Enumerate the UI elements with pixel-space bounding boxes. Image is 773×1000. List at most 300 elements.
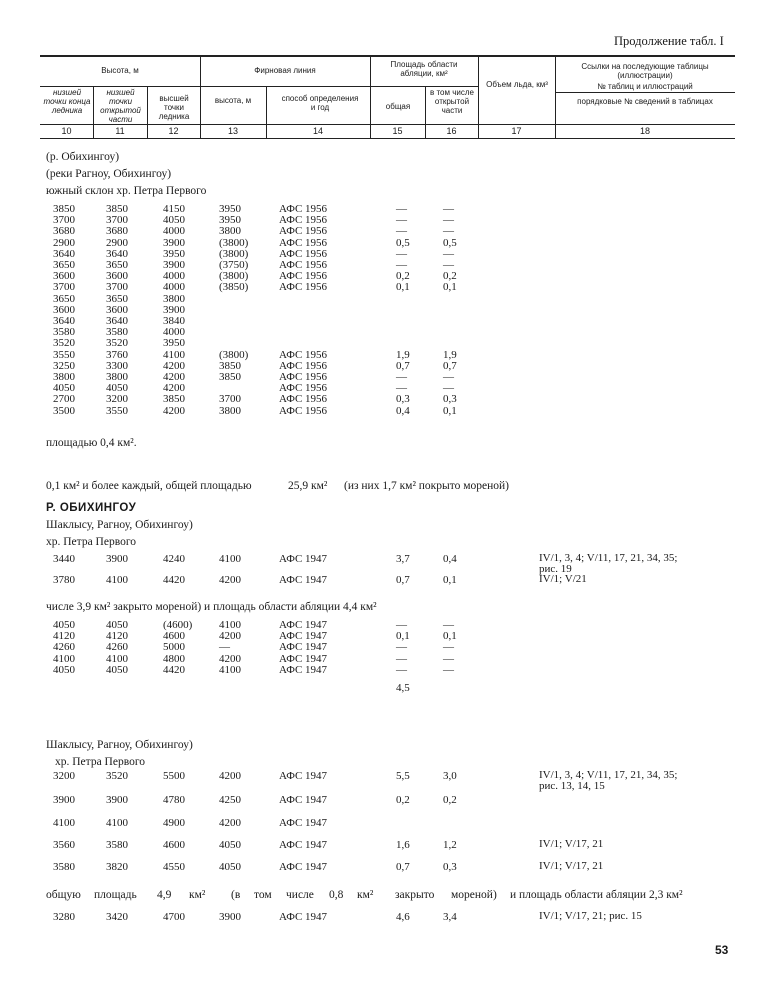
cell-lowest-end: 4260: [53, 641, 75, 654]
cell-ablation-total: 0,2: [396, 794, 410, 806]
cell-ablation-total: —: [396, 203, 407, 215]
cell-ablation-open: —: [443, 371, 454, 383]
cell-lowest-end: 3650: [53, 292, 75, 305]
table-row: [0, 552, 773, 575]
cell-firn-method: АФС 1947: [279, 839, 328, 851]
cell-highest: 3900: [163, 259, 185, 271]
cell-firn-method: АФС 1947: [279, 663, 328, 676]
cell-lowest-open: 3520: [106, 337, 128, 350]
cell-references: IV/1, 3, 4; V/11, 17, 21, 34, 35;: [539, 769, 678, 781]
cell-lowest-open: 3520: [106, 770, 128, 782]
cell-highest: 4100: [163, 348, 185, 361]
table-row: [0, 360, 773, 372]
cell-ablation-open: —: [443, 259, 454, 271]
cell-firn-method: АФС 1956: [279, 236, 328, 249]
summary-3-word: и площадь области абляции 2,3 км²: [510, 889, 683, 901]
cell-lowest-open: 3200: [106, 393, 128, 406]
cell-firn-height: (3800): [219, 348, 249, 361]
cell-lowest-end: 4100: [53, 817, 75, 829]
cell-lowest-end: 3650: [53, 259, 75, 271]
page-number: 53: [715, 943, 729, 957]
table-row: [0, 769, 773, 792]
cell-firn-method: АФС 1947: [279, 619, 328, 631]
cell-lowest-open: 3900: [106, 553, 128, 565]
cell-lowest-open: 3900: [106, 794, 128, 806]
summary-3-word: числе: [286, 889, 314, 901]
cell-lowest-end: 3280: [53, 911, 75, 923]
cell-lowest-open: 4120: [106, 630, 128, 643]
cell-ablation-total: 1,6: [396, 839, 410, 851]
cell-ablation-total: —: [396, 371, 407, 383]
summary-3-word: км²: [357, 889, 374, 901]
table-row: [0, 619, 773, 631]
hdr-firn-method: способ определения и год: [281, 94, 359, 112]
table-row: [0, 664, 773, 676]
cell-lowest-end: 3600: [53, 303, 75, 316]
cell-highest: 3840: [163, 315, 185, 327]
cell-highest: 4200: [163, 371, 185, 383]
cell-lowest-open: 4100: [106, 817, 128, 829]
summary-3-word: 0,8: [329, 889, 344, 901]
cell-ablation-open: —: [443, 663, 454, 676]
cell-lowest-end: 4120: [53, 630, 75, 643]
cell-ablation-total: —: [396, 247, 407, 260]
cell-lowest-open: 3640: [106, 247, 128, 260]
table-row: [0, 248, 773, 260]
cell-ablation-total: —: [396, 214, 407, 227]
cell-firn-height: 4100: [219, 619, 241, 631]
cell-ablation-total: —: [396, 259, 407, 271]
cell-lowest-open: 3580: [106, 839, 128, 851]
cell-lowest-end: 3680: [53, 225, 75, 238]
cell-lowest-end: 3780: [53, 574, 75, 586]
hdr-ablation-total: общая: [385, 102, 411, 111]
cell-lowest-end: 3500: [53, 404, 75, 417]
cell-ablation-open: 1,2: [443, 839, 457, 851]
cell-firn-method: АФС 1956: [279, 281, 328, 294]
note-slope: южный склон хр. Петра Первого: [46, 185, 207, 197]
cell-firn-height: 4200: [219, 652, 241, 665]
cell-highest: 4200: [163, 404, 185, 417]
cell-lowest-end: 3250: [53, 359, 75, 372]
cell-firn-height: 4050: [219, 861, 241, 873]
cell-lowest-end: 3200: [53, 770, 75, 782]
cell-firn-method: АФС 1947: [279, 630, 328, 643]
cell-highest: (4600): [163, 619, 193, 631]
table-row: [0, 371, 773, 383]
header-vline: [370, 55, 371, 138]
cell-ablation-total: 4,6: [396, 911, 410, 923]
cell-ablation-open: —: [443, 619, 454, 631]
cell-lowest-end: 3700: [53, 214, 75, 227]
cell-highest: 4550: [163, 861, 185, 873]
summary-3-word: площадь: [94, 889, 137, 901]
table-row: [0, 203, 773, 215]
cell-references: IV/1; V/17, 21; рис. 15: [539, 910, 642, 922]
hdr-ablation-group: Площадь области абляции, км²: [390, 60, 458, 78]
cell-lowest-open: 3600: [106, 270, 128, 283]
cell-firn-height: 4200: [219, 770, 241, 782]
cell-firn-method: АФС 1947: [279, 911, 328, 923]
cell-ablation-open: 0,1: [443, 630, 457, 643]
cell-lowest-end: 3520: [53, 337, 75, 350]
cell-firn-height: (3800): [219, 270, 249, 283]
hdr-ablation-open: в том числе открытой части: [430, 88, 474, 115]
cell-lowest-open: 4050: [106, 663, 128, 676]
note-summary-2: числе 3,9 км² закрыто мореной) и площадь области абляции 4,4 км²: [46, 601, 377, 613]
cell-highest: 3900: [163, 303, 185, 316]
cell-lowest-open: 3640: [106, 315, 128, 327]
cell-lowest-end: 4050: [53, 382, 75, 395]
summary-3-word: закрыто: [395, 889, 435, 901]
header-top-rule: [40, 55, 735, 57]
cell-firn-method: АФС 1947: [279, 770, 328, 782]
cell-highest: 3900: [163, 236, 185, 249]
cell-ablation-total: —: [396, 619, 407, 631]
cell-lowest-end: 4050: [53, 663, 75, 676]
cell-ablation-total: 0,4: [396, 404, 410, 417]
cell-lowest-open: 3420: [106, 911, 128, 923]
cell-lowest-end: 3640: [53, 315, 75, 327]
table-row: [0, 293, 773, 305]
cell-firn-method: АФС 1947: [279, 641, 328, 654]
cell-ablation-open: —: [443, 225, 454, 238]
table-row: [0, 337, 773, 349]
table-row: [0, 794, 773, 806]
cell-ablation-total: 1,9: [396, 348, 410, 361]
hdr-height-group: Высота, м: [101, 66, 139, 75]
block3-total: 4,5: [396, 682, 410, 694]
cell-lowest-open: 2900: [106, 236, 128, 249]
cell-ablation-open: —: [443, 203, 454, 215]
cell-firn-method: АФС 1956: [279, 214, 328, 227]
cell-lowest-end: 4100: [53, 652, 75, 665]
cell-ablation-open: 3,4: [443, 911, 457, 923]
cell-firn-method: АФС 1947: [279, 574, 328, 586]
hdr-highest: высшей точки ледника: [158, 94, 190, 121]
cell-lowest-open: 3680: [106, 225, 128, 238]
cell-firn-height: 3800: [219, 225, 241, 238]
table-row: [0, 405, 773, 417]
col-number: 18: [639, 126, 650, 136]
continuation-label: Продолжение табл. I: [614, 34, 724, 48]
hdr-firn-group: Фирновая линия: [254, 66, 316, 75]
header-bottom-rule: [40, 138, 735, 139]
cell-ablation-total: 0,1: [396, 281, 410, 294]
cell-highest: 5000: [163, 641, 185, 654]
hdr-refs-sub2: порядковые № сведений в таблицах: [577, 97, 713, 106]
cell-highest: 3950: [163, 247, 185, 260]
cell-ablation-total: —: [396, 663, 407, 676]
cell-firn-height: (3800): [219, 247, 249, 260]
cell-lowest-open: 4050: [106, 382, 128, 395]
note-basin: Шаклысу, Рагноу, Обихингоу): [46, 519, 193, 531]
cell-lowest-open: 3550: [106, 404, 128, 417]
note-summary-1c: (из них 1,7 км² покрыто мореной): [344, 480, 510, 492]
cell-lowest-open: 3820: [106, 861, 128, 873]
table-row: [0, 214, 773, 226]
summary-3-word: км²: [189, 889, 206, 901]
cell-firn-height: 4100: [219, 663, 241, 676]
cell-firn-height: 3850: [219, 371, 241, 383]
cell-ablation-open: 0,1: [443, 404, 457, 417]
cell-firn-height: 4100: [219, 553, 241, 565]
header-rule-ablation: [370, 86, 478, 87]
cell-lowest-open: 3650: [106, 292, 128, 305]
cell-firn-height: 3900: [219, 911, 241, 923]
cell-firn-method: АФС 1956: [279, 348, 328, 361]
table-row: [0, 225, 773, 237]
cell-firn-method: АФС 1956: [279, 270, 328, 283]
table-row: [0, 393, 773, 405]
table-row: [0, 839, 773, 851]
table-row: [0, 382, 773, 394]
cell-ablation-total: 0,3: [396, 393, 410, 406]
cell-references: IV/1; V/17, 21: [539, 838, 604, 850]
table-row: [0, 270, 773, 282]
cell-highest: 3850: [163, 393, 185, 406]
cell-ablation-total: 0,7: [396, 574, 410, 586]
cell-firn-method: АФС 1956: [279, 203, 328, 215]
cell-highest: 4240: [163, 553, 185, 565]
cell-ablation-open: —: [443, 382, 454, 395]
hdr-volume: Объем льда, км³: [486, 80, 548, 89]
table-row: [0, 237, 773, 249]
cell-firn-height: 3950: [219, 203, 241, 215]
cell-lowest-end: 3600: [53, 270, 75, 283]
cell-lowest-open: 3650: [106, 259, 128, 271]
cell-highest: 4780: [163, 794, 185, 806]
cell-highest: 4600: [163, 839, 185, 851]
col-number: 13: [227, 126, 238, 136]
col-number: 17: [511, 126, 522, 136]
cell-firn-height: 4250: [219, 794, 241, 806]
header-rule-height: [40, 86, 200, 87]
summary-3-word: общую: [46, 889, 81, 901]
cell-lowest-open: 3800: [106, 371, 128, 383]
cell-lowest-end: 3850: [53, 203, 75, 215]
cell-firn-method: АФС 1956: [279, 393, 328, 406]
hdr-lowest-open: низшей точки открытой части: [100, 88, 141, 124]
hdr-lowest-end: низшей точки конца ледника: [43, 88, 91, 115]
cell-ablation-open: 0,1: [443, 574, 457, 586]
cell-lowest-end: 2900: [53, 236, 75, 249]
cell-firn-method: АФС 1956: [279, 225, 328, 238]
cell-firn-height: 3950: [219, 214, 241, 227]
cell-lowest-open: 3760: [106, 348, 128, 361]
cell-firn-height: 3800: [219, 404, 241, 417]
note-summary-1b: 25,9 км²: [288, 480, 328, 492]
cell-ablation-open: —: [443, 641, 454, 654]
col-number: 11: [115, 126, 125, 136]
header-mid-rule: [40, 124, 735, 125]
cell-lowest-end: 3900: [53, 794, 75, 806]
cell-ablation-open: 0,3: [443, 393, 457, 406]
cell-lowest-open: 4100: [106, 652, 128, 665]
cell-references-cont: рис. 19: [539, 563, 572, 575]
table-row: [0, 259, 773, 271]
cell-ablation-open: 0,5: [443, 236, 457, 249]
cell-highest: 4200: [163, 382, 185, 395]
cell-highest: 3800: [163, 292, 185, 305]
cell-lowest-open: 3300: [106, 359, 128, 372]
cell-highest: 4050: [163, 214, 185, 227]
table-row: [0, 304, 773, 316]
cell-firn-height: 3700: [219, 393, 241, 406]
cell-highest: 4420: [163, 574, 185, 586]
cell-lowest-open: 4050: [106, 619, 128, 631]
cell-ablation-open: 0,3: [443, 861, 457, 873]
cell-firn-method: АФС 1947: [279, 817, 328, 829]
table-row: [0, 817, 773, 829]
cell-highest: 4000: [163, 326, 185, 339]
cell-firn-method: АФС 1956: [279, 247, 328, 260]
cell-firn-method: АФС 1947: [279, 794, 328, 806]
hdr-refs-group: Ссылки на последующие таблицы (иллюстрации): [581, 62, 709, 80]
cell-firn-height: 4050: [219, 839, 241, 851]
table-row: [0, 315, 773, 327]
cell-highest: 4000: [163, 281, 185, 294]
cell-ablation-total: —: [396, 641, 407, 654]
cell-ablation-open: 0,1: [443, 281, 457, 294]
cell-firn-height: —: [219, 641, 230, 654]
cell-ablation-total: 0,1: [396, 630, 410, 643]
cell-highest: 4600: [163, 630, 185, 643]
cell-ablation-open: —: [443, 247, 454, 260]
cell-firn-method: АФС 1956: [279, 371, 328, 383]
cell-firn-method: АФС 1956: [279, 259, 328, 271]
cell-lowest-end: 3580: [53, 326, 75, 339]
table-row: [0, 326, 773, 338]
col-number: 16: [446, 126, 457, 136]
cell-lowest-open: 3600: [106, 303, 128, 316]
cell-lowest-end: 3550: [53, 348, 75, 361]
summary-3-word: том: [254, 889, 272, 901]
cell-firn-method: АФС 1947: [279, 553, 328, 565]
cell-lowest-end: 3800: [53, 371, 75, 383]
cell-highest: 4800: [163, 652, 185, 665]
cell-lowest-end: 4050: [53, 619, 75, 631]
cell-ablation-total: —: [396, 225, 407, 238]
cell-ablation-open: 0,2: [443, 794, 457, 806]
cell-highest: 4000: [163, 270, 185, 283]
cell-firn-height: 4200: [219, 817, 241, 829]
table-row: [0, 653, 773, 665]
cell-lowest-end: 2700: [53, 393, 75, 406]
cell-firn-method: АФС 1956: [279, 382, 328, 395]
col-number: 15: [392, 126, 403, 136]
cell-ablation-open: 1,9: [443, 348, 457, 361]
cell-highest: 3950: [163, 337, 185, 350]
col-number: 14: [312, 126, 323, 136]
table-row: [0, 281, 773, 293]
cell-highest: 4200: [163, 359, 185, 372]
cell-ablation-total: 0,2: [396, 270, 410, 283]
cell-firn-height: 3850: [219, 359, 241, 372]
cell-lowest-open: 4260: [106, 641, 128, 654]
note-rivers: (реки Рагноу, Обихингоу): [46, 168, 172, 180]
header-rule-refs: [555, 92, 735, 93]
note-summary-1a: 0,1 км² и более каждый, общей площадью: [46, 480, 252, 492]
cell-lowest-open: 3700: [106, 281, 128, 294]
cell-lowest-open: 3580: [106, 326, 128, 339]
header-rule-firn: [200, 86, 370, 87]
hdr-refs-sub1: № таблиц и иллюстраций: [597, 82, 693, 91]
cell-lowest-end: 3700: [53, 281, 75, 294]
cell-lowest-end: 3560: [53, 839, 75, 851]
cell-ablation-total: —: [396, 382, 407, 395]
cell-ablation-total: 0,7: [396, 359, 410, 372]
cell-highest: 5500: [163, 770, 185, 782]
note-basin-2: Шаклысу, Рагноу, Обихингоу): [46, 739, 193, 751]
header-vline: [478, 55, 479, 138]
cell-ablation-total: 0,5: [396, 236, 410, 249]
cell-ablation-open: —: [443, 214, 454, 227]
cell-ablation-open: 3,0: [443, 770, 457, 782]
cell-firn-method: АФС 1956: [279, 404, 328, 417]
cell-ablation-open: —: [443, 652, 454, 665]
summary-3-word: 4,9: [157, 889, 172, 901]
cell-references: IV/1; V/17, 21: [539, 860, 604, 872]
cell-highest: 4900: [163, 817, 185, 829]
note-area: площадью 0,4 км².: [46, 437, 137, 449]
cell-ablation-open: 0,7: [443, 359, 457, 372]
summary-3-word: мореной): [451, 889, 497, 901]
section-heading: Р. ОБИХИНГОУ: [46, 502, 137, 514]
cell-firn-height: (3800): [219, 236, 249, 249]
note-river: (р. Обихингоу): [46, 151, 120, 163]
cell-firn-height: 4200: [219, 574, 241, 586]
cell-firn-method: АФС 1947: [279, 652, 328, 665]
cell-firn-method: АФС 1956: [279, 359, 328, 372]
cell-ablation-total: 5,5: [396, 770, 410, 782]
cell-ablation-total: 0,7: [396, 861, 410, 873]
table-row: [0, 574, 773, 586]
cell-firn-height: 4200: [219, 630, 241, 643]
cell-highest: 4420: [163, 663, 185, 676]
cell-references: IV/1; V/21: [539, 573, 587, 585]
cell-firn-height: (3750): [219, 259, 249, 271]
cell-references-cont: рис. 13, 14, 15: [539, 780, 605, 792]
cell-lowest-end: 3640: [53, 247, 75, 260]
cell-ablation-total: —: [396, 652, 407, 665]
cell-firn-height: (3850): [219, 281, 249, 294]
note-range-2: хр. Петра Первого: [55, 756, 145, 768]
cell-ablation-open: 0,4: [443, 553, 457, 565]
table-row: [0, 630, 773, 642]
cell-lowest-end: 3440: [53, 553, 75, 565]
summary-3-word: (в: [231, 889, 241, 901]
cell-ablation-total: 3,7: [396, 553, 410, 565]
cell-highest: 4700: [163, 911, 185, 923]
cell-ablation-open: 0,2: [443, 270, 457, 283]
table-row: [0, 861, 773, 873]
cell-highest: 4150: [163, 203, 185, 215]
note-range: хр. Петра Первого: [46, 536, 136, 548]
cell-firn-method: АФС 1947: [279, 861, 328, 873]
cell-references: IV/1, 3, 4; V/11, 17, 21, 34, 35;: [539, 552, 678, 564]
cell-lowest-open: 3850: [106, 203, 128, 215]
cell-lowest-open: 4100: [106, 574, 128, 586]
table-row: [0, 349, 773, 361]
header-vline: [555, 55, 556, 138]
col-number: 12: [168, 126, 179, 136]
cell-highest: 4000: [163, 225, 185, 238]
table-row: [0, 641, 773, 653]
cell-lowest-end: 3580: [53, 861, 75, 873]
table-row: [0, 911, 773, 923]
hdr-firn-height: высота, м: [214, 96, 252, 105]
